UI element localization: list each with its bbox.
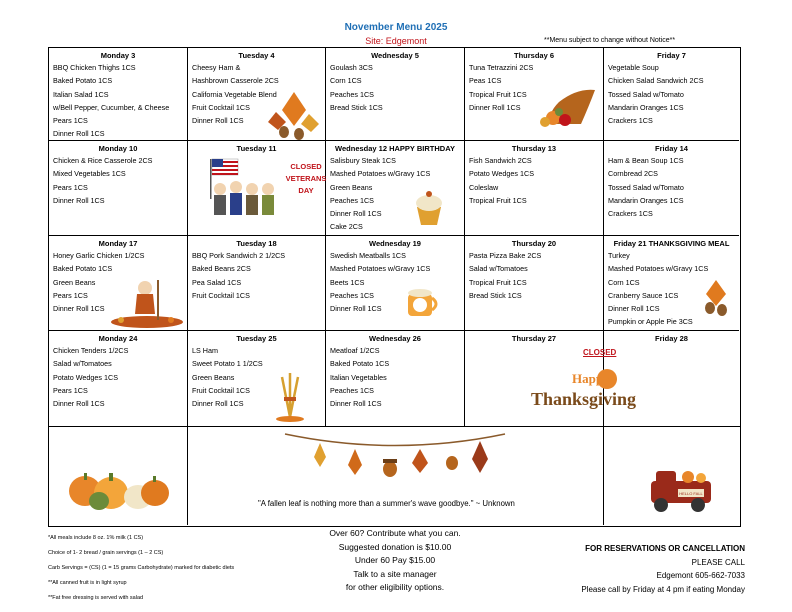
donation-line: Over 60? Contribute what you can. <box>329 528 461 538</box>
menu-items <box>465 154 603 207</box>
menu-item: BBQ Chicken Thighs 1CS <box>53 63 136 72</box>
decoration-row <box>48 427 741 527</box>
truck-sign-text: HELLO FALL <box>679 491 703 496</box>
menu-item: Tossed Salad w/Tomato <box>608 89 684 99</box>
donation-line: Under 60 Pay $15.00 <box>354 555 436 565</box>
menu-item: Peaches 1CS <box>330 89 374 99</box>
day-cell <box>465 141 604 236</box>
day-cell <box>465 236 604 331</box>
day-cell <box>49 141 188 236</box>
menu-item: Tropical Fruit 1CS <box>469 277 527 287</box>
page-title: November Menu 2025 <box>344 22 448 33</box>
menu-item: Pears 1CS <box>53 116 88 126</box>
day-heading: Monday 10 <box>98 144 138 153</box>
menu-notice: **Menu subject to change without Notice** <box>544 37 676 44</box>
menu-item: Goulash 3CS <box>330 63 373 72</box>
menu-item: Chicken Salad Sandwich 2CS <box>608 76 704 86</box>
menu-item: Fish Sandwich 2CS <box>469 156 532 165</box>
menu-item: Green Beans <box>192 372 235 382</box>
menu-item: Potato Wedges 1CS <box>469 169 534 179</box>
menu-item: Coleslaw <box>469 182 499 192</box>
menu-item: Pears 1CS <box>53 182 88 192</box>
menu-item: Dinner Roll 1CS <box>330 209 382 219</box>
thanksgiving-text: Thanksgiving <box>531 389 637 409</box>
menu-item: Chicken & Rice Casserole 2CS <box>53 156 153 165</box>
day-heading: Friday 21 THANKSGIVING MEAL <box>613 239 730 248</box>
menu-item: Pears 1CS <box>53 385 88 395</box>
day-heading: Wednesday 19 <box>369 239 421 248</box>
menu-item: Cranberry Sauce 1CS <box>608 290 679 300</box>
closed-thanksgiving-label: CLOSED <box>583 348 617 357</box>
menu-item: Tropical Fruit 1CS <box>469 195 527 205</box>
menu-item: Tropical Fruit 1CS <box>469 89 527 99</box>
acorn-leaves-icon <box>696 278 736 318</box>
closed-veterans-day <box>284 161 328 197</box>
day-cell <box>49 236 188 331</box>
happy-thanksgiving-sign <box>527 363 677 413</box>
footer-note: *All meals include 8 oz. 1% milk (1 CS) <box>48 535 144 541</box>
menu-item: Italian Vegetables <box>330 372 387 382</box>
donation-line: Suggested donation is $10.00 <box>338 541 452 552</box>
day-heading: Wednesday 12 HAPPY BIRTHDAY <box>335 144 455 153</box>
donation-line: for other eligibility options. <box>345 582 445 592</box>
day-cell <box>326 48 465 141</box>
menu-item: Salisbury Steak 1CS <box>330 156 396 165</box>
day-heading: Thursday 27 <box>511 334 557 343</box>
menu-item: Pasta Pizza Bake 2CS <box>469 251 542 260</box>
day-heading: Friday 28 <box>655 334 688 343</box>
menu-item: Potato Wedges 1CS <box>53 372 118 382</box>
menu-item: Tossed Salad w/Tomato <box>608 182 684 192</box>
menu-item: Green Beans <box>53 277 96 287</box>
menu-item: Crackers 1CS <box>608 209 653 219</box>
menu-items <box>604 61 739 127</box>
menu-calendar-grid <box>48 47 741 427</box>
menu-item: Baked Potato 1CS <box>53 76 113 86</box>
day-cell <box>49 48 188 141</box>
menu-item: Mashed Potatoes w/Gravy 1CS <box>608 264 709 274</box>
day-heading: Wednesday 26 <box>369 334 421 343</box>
menu-item: Hashbrown Casserole 2CS <box>192 76 279 86</box>
menu-item: Turkey <box>608 251 630 260</box>
menu-item: Dinner Roll 1CS <box>53 304 105 314</box>
footer-notes <box>48 531 234 606</box>
menu-item: Salad w/Tomatoes <box>53 359 112 369</box>
menu-item: Corn 1CS <box>608 277 640 287</box>
menu-item: Dinner Roll 1CS <box>192 116 244 126</box>
girl-with-leaves-icon <box>109 274 184 329</box>
menu-items <box>465 249 603 302</box>
menu-item: Dinner Roll 1CS <box>469 102 521 112</box>
menu-item: Peaches 1CS <box>330 385 374 395</box>
wheat-bundle-icon <box>272 367 308 422</box>
site-name: Site: Edgemont <box>365 36 427 46</box>
reservation-phone: Edgemont 605-662-7033 <box>656 571 745 580</box>
day-cell <box>465 48 604 141</box>
menu-item: Baked Beans 2CS <box>192 264 251 274</box>
menu-item: Beets 1CS <box>330 277 365 287</box>
menu-item: Baked Potato 1CS <box>53 264 113 274</box>
autumn-leaves-icon <box>264 90 324 140</box>
day-heading: Tuesday 4 <box>238 51 275 60</box>
menu-item: Green Beans <box>330 182 373 192</box>
pumpkins-cell <box>49 427 188 525</box>
menu-item: Chicken Tenders 1/2CS <box>53 346 129 355</box>
day-cell <box>188 48 326 141</box>
menu-items <box>326 249 464 315</box>
quote-text: "A fallen leaf is nothing more than a summer's wave goodbye." ~ Unknown <box>258 499 515 508</box>
acorn-garland-icon <box>280 429 510 494</box>
reservation-info <box>560 542 745 596</box>
menu-items <box>326 61 464 114</box>
menu-item: BBQ Pork Sandwich 2 1/2CS <box>192 251 286 260</box>
menu-item: Italian Salad 1CS <box>53 89 109 99</box>
menu-item: w/Bell Pepper, Cucumber, & Cheese <box>53 102 170 112</box>
closed-veterans-line: DAY <box>298 186 314 195</box>
cupcake-icon <box>411 187 447 227</box>
menu-item: Mandarin Oranges 1CS <box>608 195 684 205</box>
day-heading: Thursday 20 <box>511 239 557 248</box>
menu-item: Peaches 1CS <box>330 290 374 300</box>
menu-item: Dinner Roll 1CS <box>330 399 382 409</box>
day-cell <box>188 236 326 331</box>
day-heading: Friday 7 <box>657 51 686 60</box>
footer-note: Carb Servings = (CS) (1 = 15 grams Carbohydrate) marked for diabetic diets <box>48 565 235 571</box>
veterans-icon <box>206 157 281 227</box>
menu-item: Dinner Roll 1CS <box>192 399 244 409</box>
menu-item: Pumpkin or Apple Pie 3CS <box>608 317 693 327</box>
menu-item: Fruit Cocktail 1CS <box>192 102 250 112</box>
menu-item: Vegetable Soup <box>608 63 659 72</box>
day-heading: Friday 14 <box>655 144 688 153</box>
closed-veterans-line: CLOSED <box>290 162 322 171</box>
day-heading: Thursday 13 <box>511 144 557 153</box>
happy-text: Happy <box>572 371 610 386</box>
day-cell <box>49 331 188 426</box>
day-cell <box>604 236 739 331</box>
menu-item: Dinner Roll 1CS <box>53 399 105 409</box>
menu-item: Cake 2CS <box>330 222 363 232</box>
menu-item: Cornbread 2CS <box>608 169 658 179</box>
menu-item: Bread Stick 1CS <box>330 102 383 112</box>
reservation-line: PLEASE CALL <box>691 557 745 567</box>
truck-cell <box>604 427 740 525</box>
menu-item: Sweet Potato 1 1/2CS <box>192 359 263 369</box>
menu-item: Honey Garlic Chicken 1/2CS <box>53 251 145 260</box>
menu-item: Mandarin Oranges 1CS <box>608 102 684 112</box>
menu-item: Peas 1CS <box>469 76 502 86</box>
menu-item: Corn 1CS <box>330 76 362 86</box>
day-heading: Monday 3 <box>100 51 136 60</box>
menu-items <box>604 154 739 220</box>
day-cell <box>604 141 739 236</box>
day-heading: Wednesday 5 <box>371 51 419 60</box>
day-heading: Tuesday 25 <box>236 334 277 343</box>
menu-item: Dinner Roll 1CS <box>53 129 105 139</box>
day-heading: Monday 24 <box>98 334 138 343</box>
footer-note: **All canned fruit is in light syrup <box>48 580 127 586</box>
menu-item: Mashed Potatoes w/Gravy 1CS <box>330 264 431 274</box>
latte-icon <box>402 284 442 320</box>
quote-cell <box>188 427 604 525</box>
menu-item: Cheesy Ham & <box>192 63 241 72</box>
menu-item: Dinner Roll 1CS <box>53 195 105 205</box>
menu-item: Mixed Vegetables 1CS <box>53 169 126 179</box>
menu-item: Bread Stick 1CS <box>469 290 522 300</box>
menu-item: Tuna Tetrazzini 2CS <box>469 63 534 72</box>
fall-truck-icon <box>646 461 716 516</box>
pumpkins-icon <box>63 453 173 513</box>
day-heading: Tuesday 11 <box>236 144 277 153</box>
cornucopia-icon <box>537 84 597 129</box>
menu-item: Mashed Potatoes w/Gravy 1CS <box>330 169 431 179</box>
day-cell <box>188 141 326 236</box>
menu-item: Salad w/Tomatoes <box>469 264 528 274</box>
day-cell <box>604 48 739 141</box>
menu-item: Baked Potato 1CS <box>330 359 390 369</box>
menu-item: Pears 1CS <box>53 290 88 300</box>
menu-item: California Vegetable Blend <box>192 89 277 99</box>
menu-item: Fruit Cocktail 1CS <box>192 385 250 395</box>
footer-note: Choice of 1- 2 bread / grain servings (1 – 2 CS) <box>48 550 164 556</box>
menu-items <box>49 344 187 410</box>
donation-info <box>300 527 490 595</box>
menu-items <box>326 344 464 410</box>
reservation-title: FOR RESERVATIONS OR CANCELLATION <box>585 544 745 553</box>
menu-item: LS Ham <box>192 346 218 355</box>
menu-item: Meatloaf 1/2CS <box>330 346 380 355</box>
day-cell <box>326 331 465 426</box>
day-heading: Thursday 6 <box>513 51 554 60</box>
menu-item: Ham & Bean Soup 1CS <box>608 156 684 165</box>
day-heading: Tuesday 18 <box>236 239 277 248</box>
footer-note: **Fat free dressing is served with salad <box>48 595 144 601</box>
closed-veterans-line: VETERANS <box>285 174 327 183</box>
day-cell <box>326 141 465 236</box>
menu-item: Swedish Meatballs 1CS <box>330 251 406 260</box>
donation-line: Talk to a site manager <box>353 568 437 579</box>
menu-items <box>49 61 187 141</box>
reservation-deadline: Please call by Friday at 4 pm if eating Monday <box>581 584 745 594</box>
day-heading: Monday 17 <box>98 239 138 248</box>
day-cell <box>188 331 326 426</box>
day-cell <box>326 236 465 331</box>
menu-item: Dinner Roll 1CS <box>330 304 382 314</box>
menu-item: Pea Salad 1CS <box>192 277 242 287</box>
menu-item: Crackers 1CS <box>608 116 653 126</box>
menu-items <box>188 249 325 302</box>
menu-item: Dinner Roll 1CS <box>608 304 660 314</box>
menu-item: Fruit Cocktail 1CS <box>192 290 250 300</box>
menu-items <box>49 154 187 207</box>
menu-item: Peaches 1CS <box>330 195 374 205</box>
